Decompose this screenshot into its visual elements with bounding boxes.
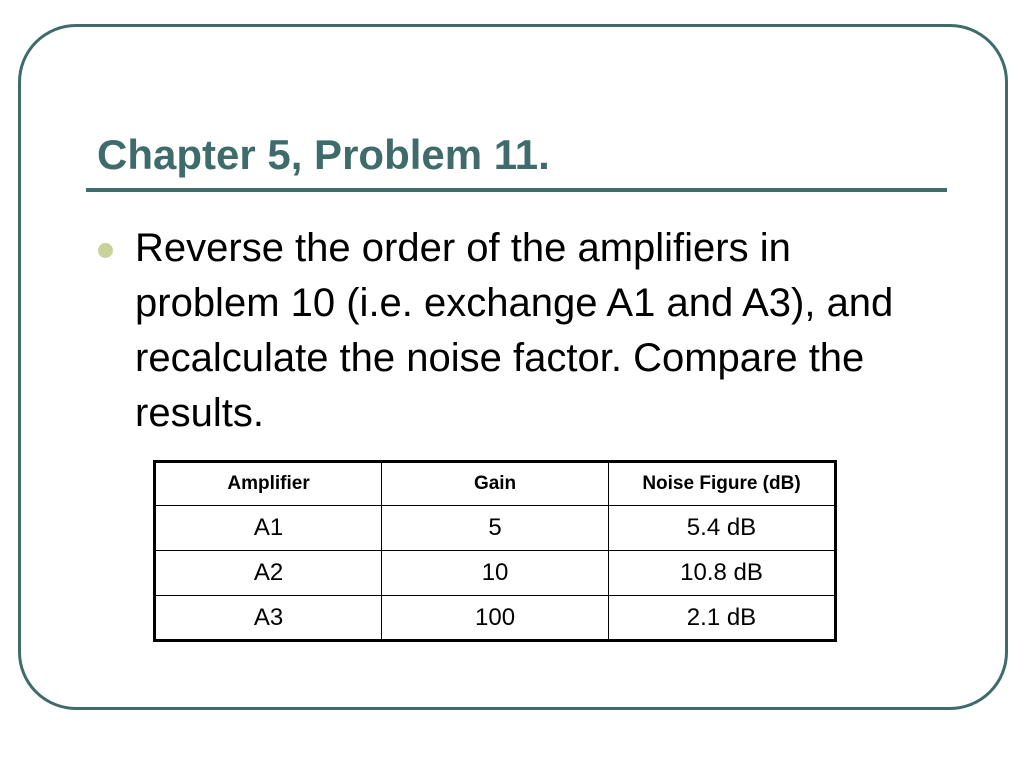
cell-amplifier: A2 bbox=[155, 551, 382, 596]
cell-gain: 100 bbox=[382, 596, 609, 641]
cell-gain: 5 bbox=[382, 506, 609, 551]
amplifier-table bbox=[153, 460, 837, 642]
cell-amplifier: A3 bbox=[155, 596, 382, 641]
table-row bbox=[155, 551, 836, 596]
table-header-row bbox=[155, 462, 836, 506]
header-amplifier: Amplifier bbox=[155, 462, 382, 506]
round-bullet-icon bbox=[98, 243, 113, 258]
header-gain: Gain bbox=[382, 462, 609, 506]
cell-gain: 10 bbox=[382, 551, 609, 596]
cell-noise-figure: 5.4 dB bbox=[609, 506, 836, 551]
cell-noise-figure: 10.8 dB bbox=[609, 551, 836, 596]
slide-title: Chapter 5, Problem 11. bbox=[97, 131, 550, 178]
header-noise-figure: Noise Figure (dB) bbox=[609, 462, 836, 506]
table-row bbox=[155, 506, 836, 551]
bullet-text: Reverse the order of the amplifiers in problem 10 (i.e. exchange A1 and A3), and recalculate the noise factor. Compare the results. bbox=[135, 226, 894, 435]
cell-amplifier: A1 bbox=[155, 506, 382, 551]
table-row bbox=[155, 596, 836, 641]
cell-noise-figure: 2.1 dB bbox=[609, 596, 836, 641]
title-underline bbox=[86, 188, 947, 192]
